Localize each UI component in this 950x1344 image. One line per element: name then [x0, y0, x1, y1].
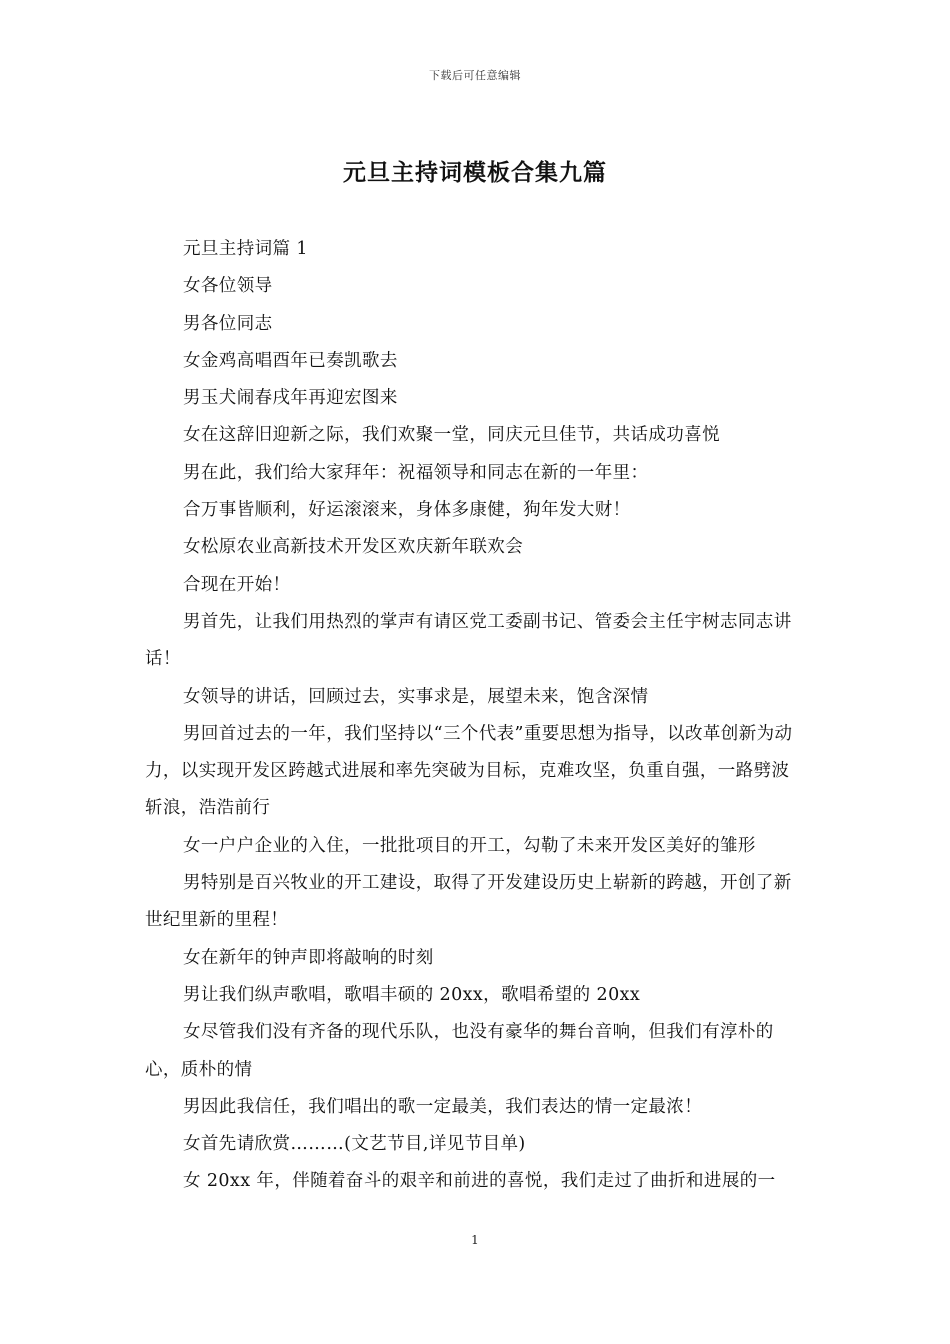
paragraph: 合万事皆顺利，好运滚滚来，身体多康健，狗年发大财！	[183, 500, 631, 521]
paragraph: 男特别是百兴牧业的开工建设，取得了开发建设历史上崭新的跨越，开创了新世纪里新的里程！	[145, 873, 792, 931]
paragraph: 合现在开始！	[183, 574, 291, 595]
paragraph: 男首先，让我们用热烈的掌声有请区党工委副书记、管委会主任宇树志同志讲话！	[145, 611, 792, 670]
paragraph: 女松原农业高新技术开发区欢庆新年联欢会	[183, 537, 524, 558]
paragraph: 女领导的讲话，回顾过去，实事求是，展望未来，饱含深情	[183, 686, 649, 707]
paragraph: 女 20xx 年，伴随着奋斗的艰辛和前进的喜悦，我们走过了曲折和进展的一	[183, 1171, 776, 1192]
paragraph: 女尽管我们没有齐备的现代乐队，也没有豪华的舞台音响，但我们有淳朴的心，质朴的情	[145, 1022, 774, 1080]
paragraph: 女金鸡高唱酉年已奏凯歌去	[183, 350, 398, 371]
paragraph: 男让我们纵声歌唱，歌唱丰硕的 20xx，歌唱希望的 20xx	[183, 984, 641, 1005]
document-title: 元旦主持词模板合集九篇	[343, 159, 607, 186]
paragraph: 女首先请欣赏………(文艺节目,详见节目单)	[183, 1134, 526, 1155]
paragraph: 女在新年的钟声即将敲响的时刻	[183, 947, 434, 968]
paragraph: 男回首过去的一年，我们坚持以“三个代表”重要思想为指导，以改革创新为动力，以实现开发区跨越式进展和率先突破为目标，克难攻坚，负重自强，一路劈波斩浪，浩浩前行	[145, 723, 793, 819]
header-note: 下载后可任意编辑	[429, 69, 521, 82]
page-number: 1	[471, 1233, 479, 1247]
paragraph: 男各位同志	[183, 313, 273, 334]
paragraph: 男因此我信任，我们唱出的歌一定最美，我们表达的情一定最浓！	[183, 1096, 703, 1117]
paragraph: 元旦主持词篇 1	[183, 239, 308, 259]
paragraph: 女在这辞旧迎新之际，我们欢聚一堂，同庆元旦佳节，共话成功喜悦	[183, 425, 720, 446]
paragraph: 男玉犬闹春戌年再迎宏图来	[183, 388, 398, 409]
paragraph: 男在此，我们给大家拜年：祝福领导和同志在新的一年里：	[183, 462, 649, 483]
paragraph: 女各位领导	[183, 276, 273, 297]
paragraph: 女一户户企业的入住，一批批项目的开工，勾勒了未来开发区美好的雏形	[183, 835, 756, 856]
document-body	[145, 231, 805, 1201]
